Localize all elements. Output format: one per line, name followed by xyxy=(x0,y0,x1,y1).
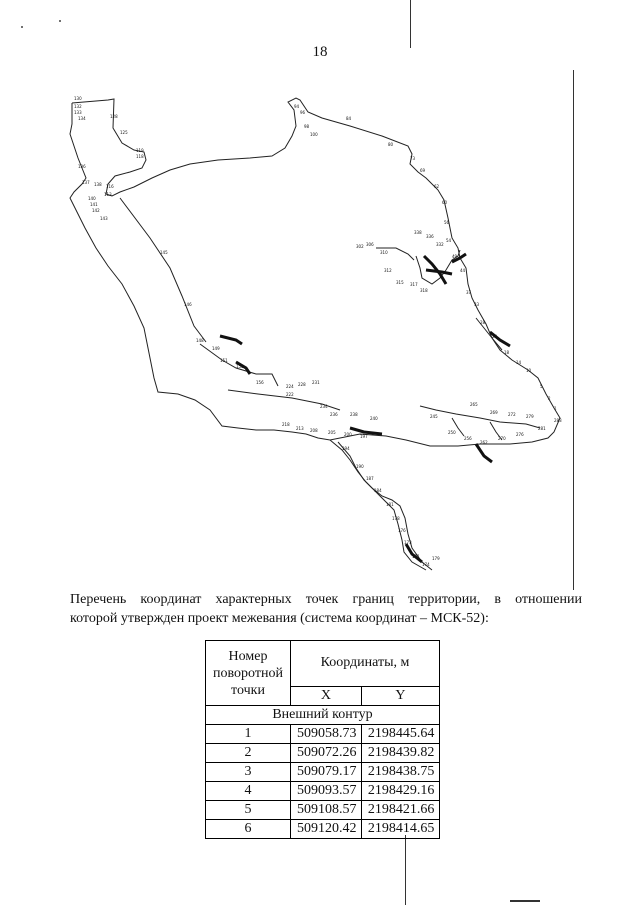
row-point-number: 6 xyxy=(206,820,291,839)
svg-text:62: 62 xyxy=(434,184,440,189)
table-row xyxy=(206,801,440,820)
svg-text:332: 332 xyxy=(436,242,444,247)
svg-text:113: 113 xyxy=(104,192,112,197)
svg-text:269: 269 xyxy=(490,410,498,415)
svg-text:156: 156 xyxy=(256,380,264,385)
svg-text:171: 171 xyxy=(412,554,420,559)
row-x: 509058.73 xyxy=(291,725,362,744)
boundary-outline xyxy=(70,98,560,570)
svg-text:310: 310 xyxy=(380,250,388,255)
svg-text:317: 317 xyxy=(410,282,418,287)
svg-text:141: 141 xyxy=(90,202,98,207)
svg-text:134: 134 xyxy=(78,116,86,121)
table-row xyxy=(206,820,440,839)
svg-text:119: 119 xyxy=(136,148,144,153)
scan-artifact-line xyxy=(510,900,540,902)
svg-text:315: 315 xyxy=(396,280,404,285)
boundary-map-svg xyxy=(60,88,600,588)
svg-text:272: 272 xyxy=(508,412,516,417)
svg-text:336: 336 xyxy=(426,234,434,239)
svg-text:338: 338 xyxy=(414,230,422,235)
svg-text:231: 231 xyxy=(312,380,320,385)
svg-text:145: 145 xyxy=(160,250,168,255)
scan-speck xyxy=(21,26,23,28)
svg-text:18: 18 xyxy=(504,350,510,355)
header-point-number: Номер поворотной точки xyxy=(206,641,291,706)
table-row xyxy=(206,782,440,801)
svg-text:262: 262 xyxy=(480,440,488,445)
svg-text:128: 128 xyxy=(110,114,118,119)
svg-text:318: 318 xyxy=(420,288,428,293)
svg-text:218: 218 xyxy=(282,422,290,427)
svg-text:116: 116 xyxy=(106,184,114,189)
svg-text:133: 133 xyxy=(74,110,82,115)
svg-text:142: 142 xyxy=(92,208,100,213)
svg-text:37: 37 xyxy=(466,290,472,295)
table-caption xyxy=(70,590,582,628)
svg-text:306: 306 xyxy=(366,242,374,247)
svg-text:125: 125 xyxy=(120,130,128,135)
svg-text:84: 84 xyxy=(346,116,352,121)
svg-text:149: 149 xyxy=(212,346,220,351)
svg-text:283: 283 xyxy=(554,418,562,423)
header-y: Y xyxy=(361,686,439,705)
svg-text:143: 143 xyxy=(100,216,108,221)
row-y: 2198439.82 xyxy=(361,744,439,763)
svg-text:14: 14 xyxy=(516,360,522,365)
svg-text:49: 49 xyxy=(452,254,458,259)
row-point-number: 5 xyxy=(206,801,291,820)
svg-text:33: 33 xyxy=(474,302,480,307)
svg-text:179: 179 xyxy=(432,556,440,561)
svg-text:265: 265 xyxy=(470,402,478,407)
svg-text:238: 238 xyxy=(350,412,358,417)
svg-text:181: 181 xyxy=(386,502,394,507)
svg-text:213: 213 xyxy=(296,426,304,431)
svg-text:281: 281 xyxy=(538,426,546,431)
svg-text:234: 234 xyxy=(320,404,328,409)
table-row xyxy=(206,725,440,744)
svg-text:200: 200 xyxy=(344,432,352,437)
svg-text:96: 96 xyxy=(300,110,306,115)
svg-text:250: 250 xyxy=(448,430,456,435)
row-point-number: 4 xyxy=(206,782,291,801)
svg-text:184: 184 xyxy=(374,488,382,493)
svg-text:136: 136 xyxy=(78,164,86,169)
svg-text:5: 5 xyxy=(540,384,543,389)
svg-text:279: 279 xyxy=(526,414,534,419)
svg-text:176: 176 xyxy=(398,528,406,533)
svg-text:173: 173 xyxy=(404,540,412,545)
svg-text:137: 137 xyxy=(82,180,90,185)
svg-text:146: 146 xyxy=(184,302,192,307)
svg-text:194: 194 xyxy=(342,446,350,451)
row-y: 2198421.66 xyxy=(361,801,439,820)
svg-text:2: 2 xyxy=(548,396,551,401)
table-row xyxy=(206,763,440,782)
svg-text:197: 197 xyxy=(360,434,368,439)
row-point-number: 1 xyxy=(206,725,291,744)
svg-text:132: 132 xyxy=(74,104,82,109)
svg-text:152: 152 xyxy=(236,364,244,369)
svg-text:10: 10 xyxy=(526,368,532,373)
svg-text:276: 276 xyxy=(516,432,524,437)
svg-text:1: 1 xyxy=(554,406,557,411)
table-row xyxy=(206,744,440,763)
boundary-map xyxy=(60,88,600,588)
coordinates-table xyxy=(205,640,440,839)
scan-artifact-line xyxy=(410,0,411,48)
section-outer-contour: Внешний контур xyxy=(206,706,440,725)
svg-text:60: 60 xyxy=(442,200,448,205)
svg-text:54: 54 xyxy=(446,238,452,243)
svg-text:151: 151 xyxy=(220,358,228,363)
svg-text:80: 80 xyxy=(388,142,394,147)
svg-text:205: 205 xyxy=(328,430,336,435)
svg-text:23: 23 xyxy=(492,334,498,339)
svg-text:98: 98 xyxy=(304,124,310,129)
svg-text:148: 148 xyxy=(196,338,204,343)
caption-line-1: Перечень координат характерных точек границ территории, в отношении xyxy=(70,592,582,607)
svg-text:245: 245 xyxy=(430,414,438,419)
svg-text:222: 222 xyxy=(286,392,294,397)
svg-text:118: 118 xyxy=(136,154,144,159)
svg-text:224: 224 xyxy=(286,384,294,389)
svg-text:174: 174 xyxy=(422,562,430,567)
svg-text:302: 302 xyxy=(356,244,364,249)
page-number: 18 xyxy=(312,44,328,60)
svg-text:236: 236 xyxy=(330,412,338,417)
svg-text:190: 190 xyxy=(356,464,364,469)
svg-text:240: 240 xyxy=(370,416,378,421)
row-point-number: 3 xyxy=(206,763,291,782)
svg-text:28: 28 xyxy=(480,320,486,325)
svg-text:69: 69 xyxy=(420,168,426,173)
svg-text:94: 94 xyxy=(294,104,300,109)
row-y: 2198429.16 xyxy=(361,782,439,801)
row-y: 2198414.65 xyxy=(361,820,439,839)
svg-text:138: 138 xyxy=(94,182,102,187)
bold-segments xyxy=(220,254,510,562)
svg-text:130: 130 xyxy=(74,96,82,101)
svg-text:208: 208 xyxy=(310,428,318,433)
svg-text:178: 178 xyxy=(392,516,400,521)
svg-text:187: 187 xyxy=(366,476,374,481)
svg-text:100: 100 xyxy=(310,132,318,137)
row-x: 509072.26 xyxy=(291,744,362,763)
header-coordinates: Координаты, м xyxy=(291,641,440,687)
scan-speck xyxy=(59,20,61,22)
svg-text:44: 44 xyxy=(460,268,466,273)
row-x: 509120.42 xyxy=(291,820,362,839)
svg-text:256: 256 xyxy=(464,436,472,441)
svg-text:270: 270 xyxy=(498,436,506,441)
row-x: 509079.17 xyxy=(291,763,362,782)
svg-text:140: 140 xyxy=(88,196,96,201)
row-y: 2198438.75 xyxy=(361,763,439,782)
scan-artifact-line xyxy=(405,835,406,905)
row-y: 2198445.64 xyxy=(361,725,439,744)
svg-text:228: 228 xyxy=(298,382,306,387)
row-x: 509093.57 xyxy=(291,782,362,801)
svg-text:312: 312 xyxy=(384,268,392,273)
row-point-number: 2 xyxy=(206,744,291,763)
row-x: 509108.57 xyxy=(291,801,362,820)
header-x: X xyxy=(291,686,362,705)
caption-line-2: которой утвержден проект межевания (система координат – МСК-52): xyxy=(70,611,489,626)
svg-text:73: 73 xyxy=(410,156,416,161)
svg-text:56: 56 xyxy=(444,220,450,225)
